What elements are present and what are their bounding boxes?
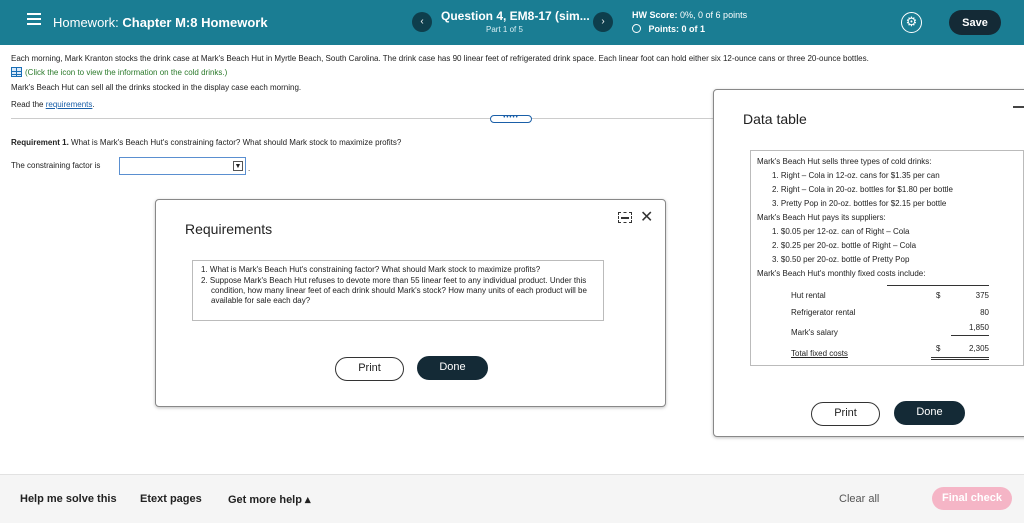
drink-item-3: 3. Pretty Pop in 20-oz. bottles for $2.15 per bottle bbox=[772, 199, 947, 208]
requirement-item-2: 2. Suppose Mark's Beach Hut refuses to devote more than 55 linear feet to any individual product. Under this condition, how many linear feet of each drink should Mark's stock? How many units of each product will be available for sale each day? bbox=[201, 276, 587, 305]
question-title[interactable]: Question 4, EM8-17 (sim... bbox=[441, 9, 590, 23]
points-circle-icon bbox=[632, 24, 641, 33]
constraining-factor-label: The constraining factor is bbox=[11, 161, 101, 170]
homework-title bbox=[53, 15, 268, 30]
read-requirements bbox=[11, 100, 95, 109]
requirements-print-button[interactable]: Print bbox=[335, 357, 404, 381]
data-done-button[interactable]: Done bbox=[894, 401, 965, 425]
fixed-cost-dollar-4: $ bbox=[936, 344, 941, 353]
constraining-factor-dropdown[interactable] bbox=[119, 157, 246, 175]
top-header bbox=[0, 0, 1024, 45]
hw-score-value: 0%, 0 of 6 points bbox=[680, 10, 748, 20]
save-button[interactable]: Save bbox=[949, 10, 1001, 35]
read-suffix: . bbox=[92, 100, 95, 109]
info-link-text[interactable]: (Click the icon to view the information on the cold drinks.) bbox=[25, 68, 228, 77]
next-question-button[interactable]: › bbox=[593, 12, 613, 32]
points-label: Points: bbox=[648, 24, 680, 34]
dropdown-arrow-icon[interactable]: ▼ bbox=[234, 163, 242, 170]
etext-pages-link[interactable]: Etext pages bbox=[140, 493, 202, 505]
cost-item-2: 2. $0.25 per 20-oz. bottle of Right – Cola bbox=[772, 241, 917, 250]
drink-item-2: 2. Right – Cola in 20-oz. bottles for $1.80 per bottle bbox=[772, 185, 953, 194]
problem-statement: Each morning, Mark Kranton stocks the drink case at Mark's Beach Hut in Myrtle Beach, South Carolina. The drink case has 90 linear feet of refrigerated drink space. Each linear foot can hold either six 12-ounce cans or three 20-ounce bottles. bbox=[11, 54, 869, 63]
data-table-content bbox=[750, 150, 1024, 366]
problem-line-sell: Mark's Beach Hut can sell all the drinks stocked in the display case each morning. bbox=[11, 83, 302, 92]
requirement-1-label: Requirement 1. bbox=[11, 138, 69, 147]
question-part: Part 1 of 5 bbox=[486, 25, 523, 34]
requirements-dialog bbox=[155, 199, 666, 407]
data-table-title: Data table bbox=[743, 111, 807, 127]
fixed-cost-label-1: Hut rental bbox=[791, 291, 826, 300]
points bbox=[632, 24, 705, 34]
close-icon[interactable]: ✕ bbox=[640, 209, 654, 226]
subtotal-rule bbox=[951, 335, 989, 336]
gear-icon[interactable]: ⚙ bbox=[901, 12, 922, 33]
fixed-cost-value-1: 375 bbox=[975, 291, 989, 300]
requirements-done-button[interactable]: Done bbox=[417, 356, 488, 380]
hw-score bbox=[632, 10, 747, 20]
help-me-solve-link[interactable]: Help me solve this bbox=[20, 493, 117, 505]
final-check-button[interactable]: Final check bbox=[932, 487, 1012, 510]
requirements-list bbox=[192, 260, 604, 321]
data-print-button[interactable]: Print bbox=[811, 402, 880, 426]
requirement-item-1: 1. What is Mark's Beach Hut's constraining factor? What should Mark stock to maximize profits? bbox=[201, 265, 541, 274]
requirement-1-question: What is Mark's Beach Hut's constraining factor? What should Mark stock to maximize profits? bbox=[68, 138, 402, 147]
sentence-period: . bbox=[248, 164, 251, 173]
previous-question-button[interactable]: ‹ bbox=[412, 12, 432, 32]
fixed-cost-dollar-1: $ bbox=[936, 291, 941, 300]
minimize-icon[interactable] bbox=[618, 212, 632, 223]
requirements-link[interactable]: requirements bbox=[45, 100, 93, 109]
fixed-cost-value-2: 80 bbox=[980, 308, 989, 317]
hw-score-label: HW Score: bbox=[632, 10, 678, 20]
fixed-costs-intro: Mark's Beach Hut's monthly fixed costs include: bbox=[757, 269, 926, 278]
drinks-intro: Mark's Beach Hut sells three types of cold drinks: bbox=[757, 157, 932, 166]
fixed-cost-label-3: Mark's salary bbox=[791, 328, 838, 337]
cost-item-1: 1. $0.05 per 12-oz. can of Right – Cola bbox=[772, 227, 910, 236]
fixed-cost-label-2: Refrigerator rental bbox=[791, 308, 856, 317]
homework-title-prefix: Homework: bbox=[53, 15, 119, 30]
suppliers-intro: Mark's Beach Hut pays its suppliers: bbox=[757, 213, 886, 222]
cost-item-3: 3. $0.50 per 20-oz. bottle of Pretty Pop bbox=[772, 255, 910, 264]
clear-all-button[interactable]: Clear all bbox=[839, 493, 880, 505]
read-prefix: Read the bbox=[11, 100, 46, 109]
homework-title-name: Chapter M:8 Homework bbox=[122, 15, 268, 30]
fixed-cost-value-4: 2,305 bbox=[968, 344, 989, 353]
fixed-cost-value-3: 1,850 bbox=[968, 323, 989, 332]
points-value: 0 of 1 bbox=[681, 24, 706, 34]
requirement-1 bbox=[11, 138, 401, 147]
requirements-dialog-title: Requirements bbox=[185, 221, 273, 237]
menu-icon[interactable] bbox=[27, 13, 41, 25]
drink-item-1: 1. Right – Cola in 12-oz. cans for $1.35 per can bbox=[772, 171, 940, 180]
fixed-cost-label-4: Total fixed costs bbox=[791, 349, 848, 358]
footer-bar bbox=[0, 474, 1024, 523]
get-more-help-link[interactable]: Get more help ▴ bbox=[228, 494, 311, 506]
side-minimize-icon[interactable] bbox=[1013, 106, 1024, 108]
fixed-costs-top-rule bbox=[887, 285, 989, 286]
cold-drinks-info-link[interactable] bbox=[11, 67, 227, 77]
total-double-rule bbox=[931, 357, 989, 360]
data-table-dialog bbox=[713, 89, 1024, 437]
expand-toggle[interactable]: ••••• bbox=[490, 115, 532, 123]
table-icon[interactable] bbox=[11, 67, 22, 77]
